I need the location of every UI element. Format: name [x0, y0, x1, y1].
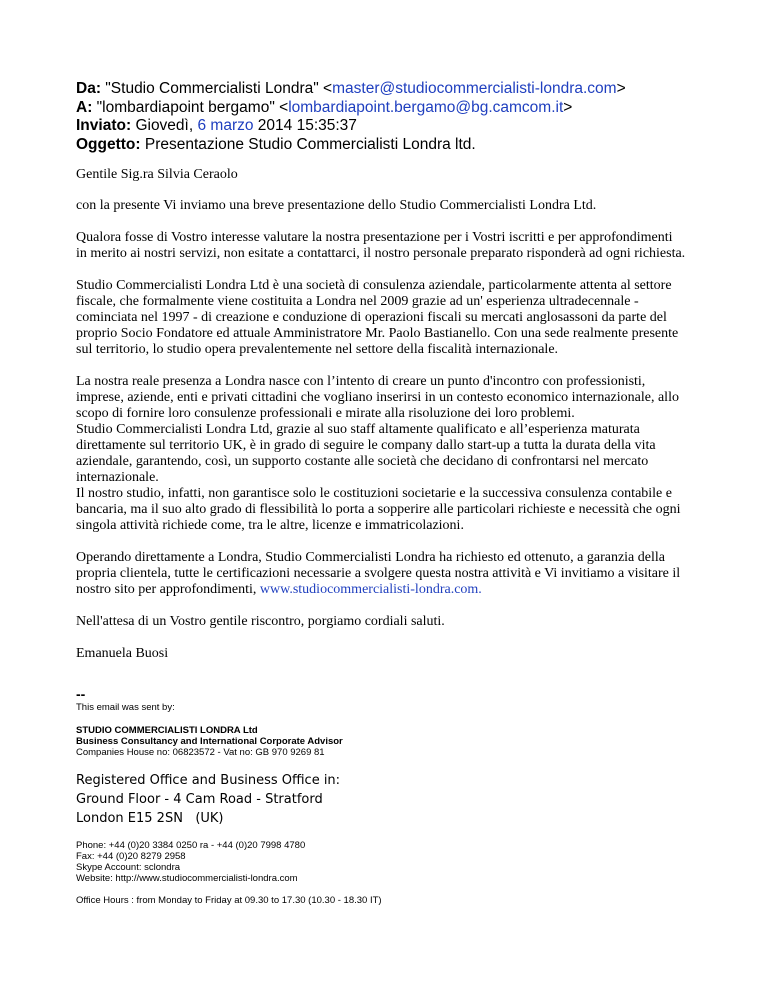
company-tagline: Business Consultancy and International Corporate Advisor [76, 736, 343, 747]
paragraph-line: bancaria, ma il suo alto grado di flessibilità lo porta a sopperire alle particolari richieste e necessità che ogni [76, 502, 681, 517]
office-line: Registered Office and Business Office in: [76, 773, 341, 788]
from-close: > [616, 80, 626, 97]
office-line: London E15 2SN (UK) [76, 811, 224, 826]
sent-line [76, 117, 716, 136]
paragraph-line: La nostra reale presenza a Londra nasce con l’intento di creare un punto d'incontro con professionisti, [76, 374, 646, 389]
office-hours: Office Hours : from Monday to Friday at 09.30 to 17.30 (10.30 - 18.30 IT) [76, 895, 382, 906]
paragraph-line: propria clientela, tutte le certificazioni necessarie a svolgere questa nostra attività e Vi invitiamo a visitare il [76, 566, 681, 581]
paragraph-line: Operando direttamente a Londra, Studio Commercialisti Londra ha richiesto ed ottenuto, a garanzia della [76, 550, 665, 565]
subject-label: Oggetto: [76, 135, 141, 153]
to-label: A: [76, 98, 93, 116]
to-line [76, 99, 716, 118]
sent-rest: 2014 15:35:37 [257, 117, 357, 134]
paragraph-line: internazionale. [76, 470, 159, 485]
from-name: "Studio Commercialisti Londra" < [105, 80, 333, 97]
paragraph-line: Il nostro studio, infatti, non garantisce solo le costituzioni societarie e la successiva consulenza contabile e [76, 486, 672, 501]
paragraph-line [76, 582, 716, 598]
contact-website: Website: http://www.studiocommercialisti-londra.com [76, 873, 298, 884]
paragraph-line: fiscale, che formalmente viene costituita a Londra nel 2009 grazie ad un' esperienza ultradecennale - [76, 294, 639, 309]
from-line [76, 80, 716, 99]
paragraph-line: in merito ai nostri servizi, non esitate a contattarci, il nostro personale preparato risponderà ad ogni richiesta. [76, 246, 686, 261]
paragraph-presence [76, 374, 716, 534]
sent-by-label: This email was sent by: [76, 702, 175, 713]
paragraph-line: Studio Commercialisti Londra Ltd, grazie al suo staff altamente qualificato e all’esperienza maturata [76, 422, 640, 437]
closing-line: Nell'attesa di un Vostro gentile riscontro, porgiamo cordiali saluti. [76, 614, 445, 629]
to-name: "lombardiapoint bergamo" < [96, 98, 289, 116]
paragraph-interest [76, 230, 716, 262]
to-close: > [563, 98, 573, 116]
paragraph-line-prefix: nostro sito per approfondimenti, [76, 582, 260, 597]
email-message [76, 80, 716, 906]
office-line: Ground Floor - 4 Cam Road - Stratford [76, 792, 323, 807]
contact-block [76, 840, 716, 884]
company-name: STUDIO COMMERCIALISTI LONDRA Ltd [76, 725, 258, 736]
from-email-link[interactable]: master@studiocommercialisti-londra.com [332, 80, 617, 97]
signature-name: Emanuela Buosi [76, 646, 169, 661]
paragraph-line: direttamente sul territorio UK, è in grado di seguire le company dallo start-up a tutta la durata della vita [76, 438, 656, 453]
subject-line [76, 136, 716, 155]
company-registration: Companies House no: 06823572 - Vat no: GB 970 9269 81 [76, 747, 325, 758]
paragraph-line: cominciata nel 1997 - di creazione e conduzione di operazioni fiscali su mercati anglosassoni da parte del [76, 310, 667, 325]
subject-text: Presentazione Studio Commercialisti Londra ltd. [144, 135, 476, 153]
paragraph-line: sul territorio, lo studio opera prevalentemente nel settore della fiscalità internazionale. [76, 342, 559, 357]
paragraph-company [76, 278, 716, 358]
paragraph-line: Studio Commercialisti Londra Ltd è una società di consulenza aziendale, particolarmente attenta al settore [76, 278, 672, 293]
paragraph-line: aziendale, garantendo, così, un supporto costante alle società che decidano di confrontarsi nel mercato [76, 454, 649, 469]
paragraph-intro: con la presente Vi inviamo una breve presentazione dello Studio Commercialisti Londra Ltd. [76, 198, 597, 213]
paragraph-line: singola attività richiede come, tra le altre, licenze e immatricolazioni. [76, 518, 464, 533]
contact-skype: Skype Account: sclondra [76, 862, 181, 873]
sent-day: Giovedì, [135, 117, 194, 134]
paragraph-line: scopo di fornire loro consulenze professionali e mirate alla risoluzione dei loro problemi. [76, 406, 575, 421]
to-email-link[interactable]: lombardiapoint.bergamo@bg.camcom.it [288, 98, 564, 116]
company-block [76, 725, 716, 758]
paragraph-certifications [76, 550, 716, 598]
paragraph-line: imprese, aziende, enti e privati cittadini che vogliano inserirsi in un contesto economico internazionale, allo [76, 390, 679, 405]
sent-date-link[interactable]: 6 marzo [197, 117, 254, 134]
contact-phone: Phone: +44 (0)20 3384 0250 ra - +44 (0)20 7998 4780 [76, 840, 306, 851]
greeting: Gentile Sig.ra Silvia Ceraolo [76, 167, 238, 182]
paragraph-line: proprio Socio Fondatore ed attuale Amministratore Mr. Paolo Bastianello. Con una sede realmente presente [76, 326, 679, 341]
signature-separator: -- [76, 686, 86, 702]
contact-fax: Fax: +44 (0)20 8279 2958 [76, 851, 186, 862]
office-address [76, 771, 716, 828]
paragraph-line: Qualora fosse di Vostro interesse valutare la nostra presentazione per i Vostri iscritti e per approfondimenti [76, 230, 673, 245]
website-link[interactable]: www.studiocommercialisti-londra.com. [259, 582, 482, 597]
sent-label: Inviato: [76, 117, 132, 134]
from-label: Da: [76, 80, 101, 97]
